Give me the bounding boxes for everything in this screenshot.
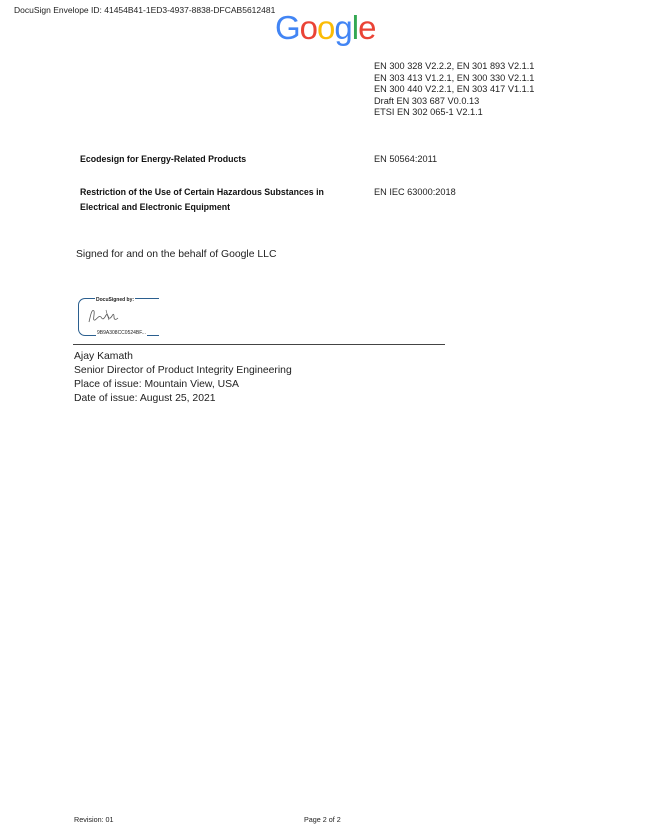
- envelope-id: DocuSign Envelope ID: 41454B41-1ED3-4937-8838-DFCAB5612481: [14, 5, 276, 15]
- logo-letter: l: [351, 9, 359, 46]
- standards-list: [374, 61, 534, 119]
- standards-line: EN 303 413 V1.2.1, EN 300 330 V2.1.1: [374, 72, 535, 83]
- row-label-line: Ecodesign for Energy-Related Products: [80, 154, 247, 164]
- signer-block: [74, 350, 292, 406]
- place-of-issue: Place of issue: Mountain View, USA: [74, 379, 239, 390]
- footer-page-number: Page 2 of 2: [304, 815, 341, 824]
- ecodesign-label: [80, 152, 246, 167]
- row-label-line: Restriction of the Use of Certain Hazardous Substances in: [80, 187, 324, 197]
- logo-letter: G: [275, 9, 300, 46]
- docusign-id: 9B9A308CC0524BF...: [97, 330, 146, 336]
- logo-letter: o: [299, 9, 318, 46]
- logo-letter: g: [334, 9, 352, 46]
- logo-letter: e: [358, 9, 376, 46]
- signer-title: Senior Director of Product Integrity Engineering: [74, 365, 292, 376]
- rohs-label: [80, 185, 324, 215]
- logo-letter: o: [317, 9, 335, 46]
- standards-line: EN 300 328 V2.2.2, EN 301 893 V2.1.1: [374, 61, 535, 71]
- row-label-line: Electrical and Electronic Equipment: [80, 202, 231, 212]
- docusign-title: DocuSigned by:: [96, 297, 135, 303]
- signature-line: [73, 344, 445, 345]
- standards-line: EN 300 440 V2.2.1, EN 303 417 V1.1.1: [374, 84, 535, 94]
- rohs-value: EN IEC 63000:2018: [374, 187, 456, 197]
- signer-name: Ajay Kamath: [74, 351, 133, 362]
- handwritten-signature: [86, 305, 122, 327]
- date-of-issue: Date of issue: August 25, 2021: [74, 393, 216, 404]
- footer-revision: Revision: 01: [74, 815, 114, 824]
- standards-line: Draft EN 303 687 V0.0.13: [374, 95, 480, 106]
- ecodesign-value: EN 50564:2011: [374, 154, 438, 164]
- google-logo: [275, 9, 375, 47]
- standards-line: ETSI EN 302 065-1 V2.1.1: [374, 107, 483, 117]
- signed-for-text: Signed for and on the behalf of Google LLC: [76, 249, 277, 260]
